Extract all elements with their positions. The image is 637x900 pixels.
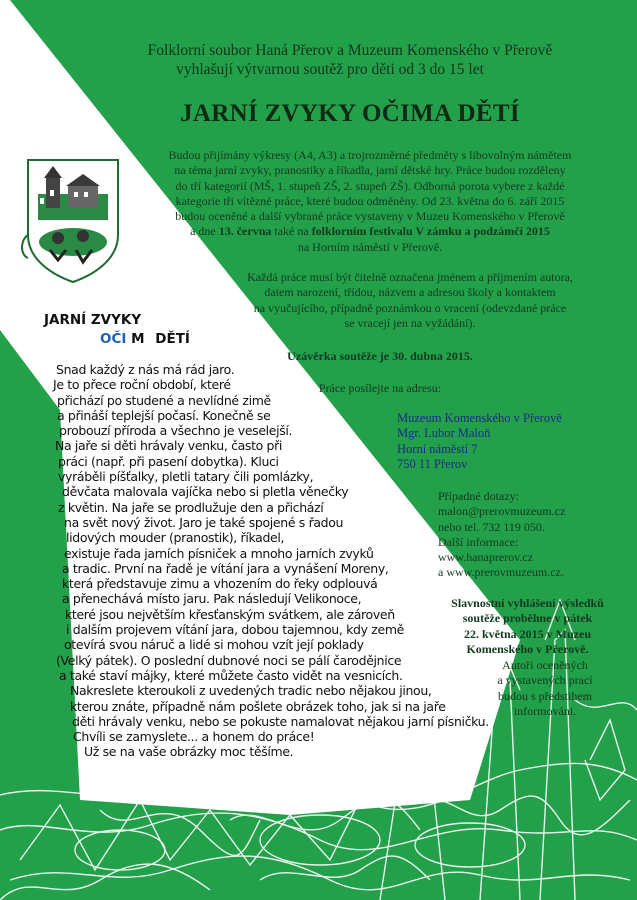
festival-mid: také na [271,224,312,239]
rules-paragraph [110,148,630,255]
contact-line: Další informace: [438,534,519,549]
website-link[interactable]: a www.prerovmuzeum.cz. [438,565,564,580]
story-line: která představuje zimu a vhozením do řeky odplouvá [62,576,378,592]
rules-line: do tří kategorií (MŠ, 1. stupeň ZŠ, 2. stupeň ZŠ). Odborná porota vybere z každé [175,178,565,193]
story-line: Nakreslete kteroukoli z uvedených tradic nebo nějakou jinou, [70,683,432,699]
contact-phone: nebo tel. 732 119 050. [438,519,545,534]
ceremony-line: Slavnostní vyhlášení výsledků [451,596,604,610]
story-line: Už se na vaše obrázky moc těšíme. [84,744,294,760]
rules-line: Budou přijímány výkresy (A4, A3) a trojrozměrné předměty s libovolným námětem [168,148,572,162]
left-title-deti: DĚTÍ [155,331,190,347]
labeling-line: Každá práce musí být čitelně označena jménem a příjmením autora, [247,270,573,284]
ceremony-line: 22. května 2015 v Muzeu [464,626,591,641]
note-line: Autoři oceněných [502,658,588,672]
story-line: kterou znáte, případně nám pošlete obrázek toho, jak si na jaře [70,698,446,714]
story-text [50,362,489,760]
website-link[interactable]: www.hanaprerov.cz [438,550,534,565]
deadline: Uzávěrka soutěže je 30. dubna 2015. [287,349,473,363]
story-line: a přenechává místo jaru. Pak následují Velikonoce, [62,591,362,607]
story-line: a přináší teplejší počasí. Konečně se [57,407,271,423]
left-title-oci: OČI [100,331,127,347]
note-line: informováni. [513,703,577,718]
story-line: přichází po studené a nevlídné zimě [57,392,271,408]
labeling-line: se vracejí jen na vyžádání). [344,315,476,330]
story-line: na svět nový život. Jaro je také spojené s řadou [64,514,344,530]
address-intro: Práce posílejte na adresu: [318,381,442,395]
story-line: a také staví májky, které můžete často vidět na vesnicích. [59,667,403,683]
story-line: probouzí příroda a všechno je veselejší. [59,423,293,439]
story-line: práci (např. při pasení dobytka). Kluci [58,453,279,469]
story-line: otevírá svou náruč a lidé si mohou vzít její poklady [64,637,364,653]
story-line: lidových mouder (pranostik), říkadel, [66,530,285,546]
story-line: z květin. Na jaře se prodlužuje den a přichází [58,499,324,515]
address-line: Horní náměstí 7 [397,441,478,456]
story-line: Snad každý z nás má rád jaro. [56,362,235,377]
festival-pre: a dne [190,224,219,239]
ceremony-line: soutěže proběhne v pátek [462,611,593,626]
rules-line: na téma jarní zvyky, pranostiky a říkadla, jarní dětské hry. Práce budou rozděleny [174,163,566,178]
organizer-line: Folklorní soubor Haná Přerov a Muzeum Komenského v Přerově [147,42,553,59]
festival-date: 13. června [218,224,272,239]
rules-line: kategorie tři vítězné práce, které budou odměněny. Od 23. května do 6. září 2015 [175,193,565,208]
ceremony-note [470,658,620,719]
labeling-line: datem narození, třídou, názvem a adresou školy a kontaktem [264,285,556,300]
labeling-line: na vyučujícího, případně poznámkou o vracení (odevzdané práce [253,300,567,315]
note-line: budou s předstihem [498,688,592,703]
left-title-line1: JARNÍ ZVYKY [44,312,142,328]
address-line: Muzeum Komenského v Přerově [397,411,562,425]
story-line: Chvíli se zamyslete... a honem do práce! [73,729,315,745]
story-line: které jsou největším křesťanským svátkem, ale zároveň [65,606,395,622]
story-line: vyráběli píšťalky, pletli tatary čili pomlázky, [58,469,314,485]
story-line: i dalším projevem vítání jara, dobou tajemnou, kdy země [66,622,404,638]
left-title-line2 [100,331,190,347]
story-line: děvčata malovala vajíčka nebo si pletla věnečky [62,484,349,500]
note-line: a vystavených prací [497,673,593,688]
address-line: 750 11 Přerov [397,456,468,471]
left-title-m: M [131,331,145,347]
competition-subtitle: vyhlašují výtvarnou soutěž pro děti od 3 do 15 let [176,61,484,78]
story-line: Je to přece roční období, které [53,377,231,393]
rules-line: budou oceněné a další vybrané práce vystaveny v Muzeu Komenského v Přerově [175,209,565,224]
labeling-paragraph [200,270,620,331]
left-title [44,312,190,347]
page-title: JARNÍ ZVYKY OČIMA DĚTÍ [180,100,520,127]
story-line: (Velký pátek). O poslední dubnové noci se pálí čarodějnice [56,652,402,668]
contact-line: Případné dotazy: [438,489,519,503]
festival-location: na Horním náměstí v Přerově. [297,239,443,254]
story-line: existuje řada jarních písniček a mnoho jarních zvyků [64,545,374,561]
story-line: Na jaře si děti hrávaly venku, často při [55,438,283,454]
contact-email[interactable]: malon@prerovmuzeum.cz [438,504,566,519]
address-line: Mgr. Lubor Maloň [397,426,491,441]
ceremony-line: Komenského v Přerově. [466,641,589,656]
rules-festival-line [110,224,630,239]
story-line: děti hrávaly venku, nebo se pokuste namalovat nějakou jarní písničku. [72,713,489,729]
festival-name: folklorním festivalu V zámku a podzámčí 2015 [311,224,550,239]
story-line: a tradic. První na řadě je vítání jara a vynášení Moreny, [62,560,389,576]
